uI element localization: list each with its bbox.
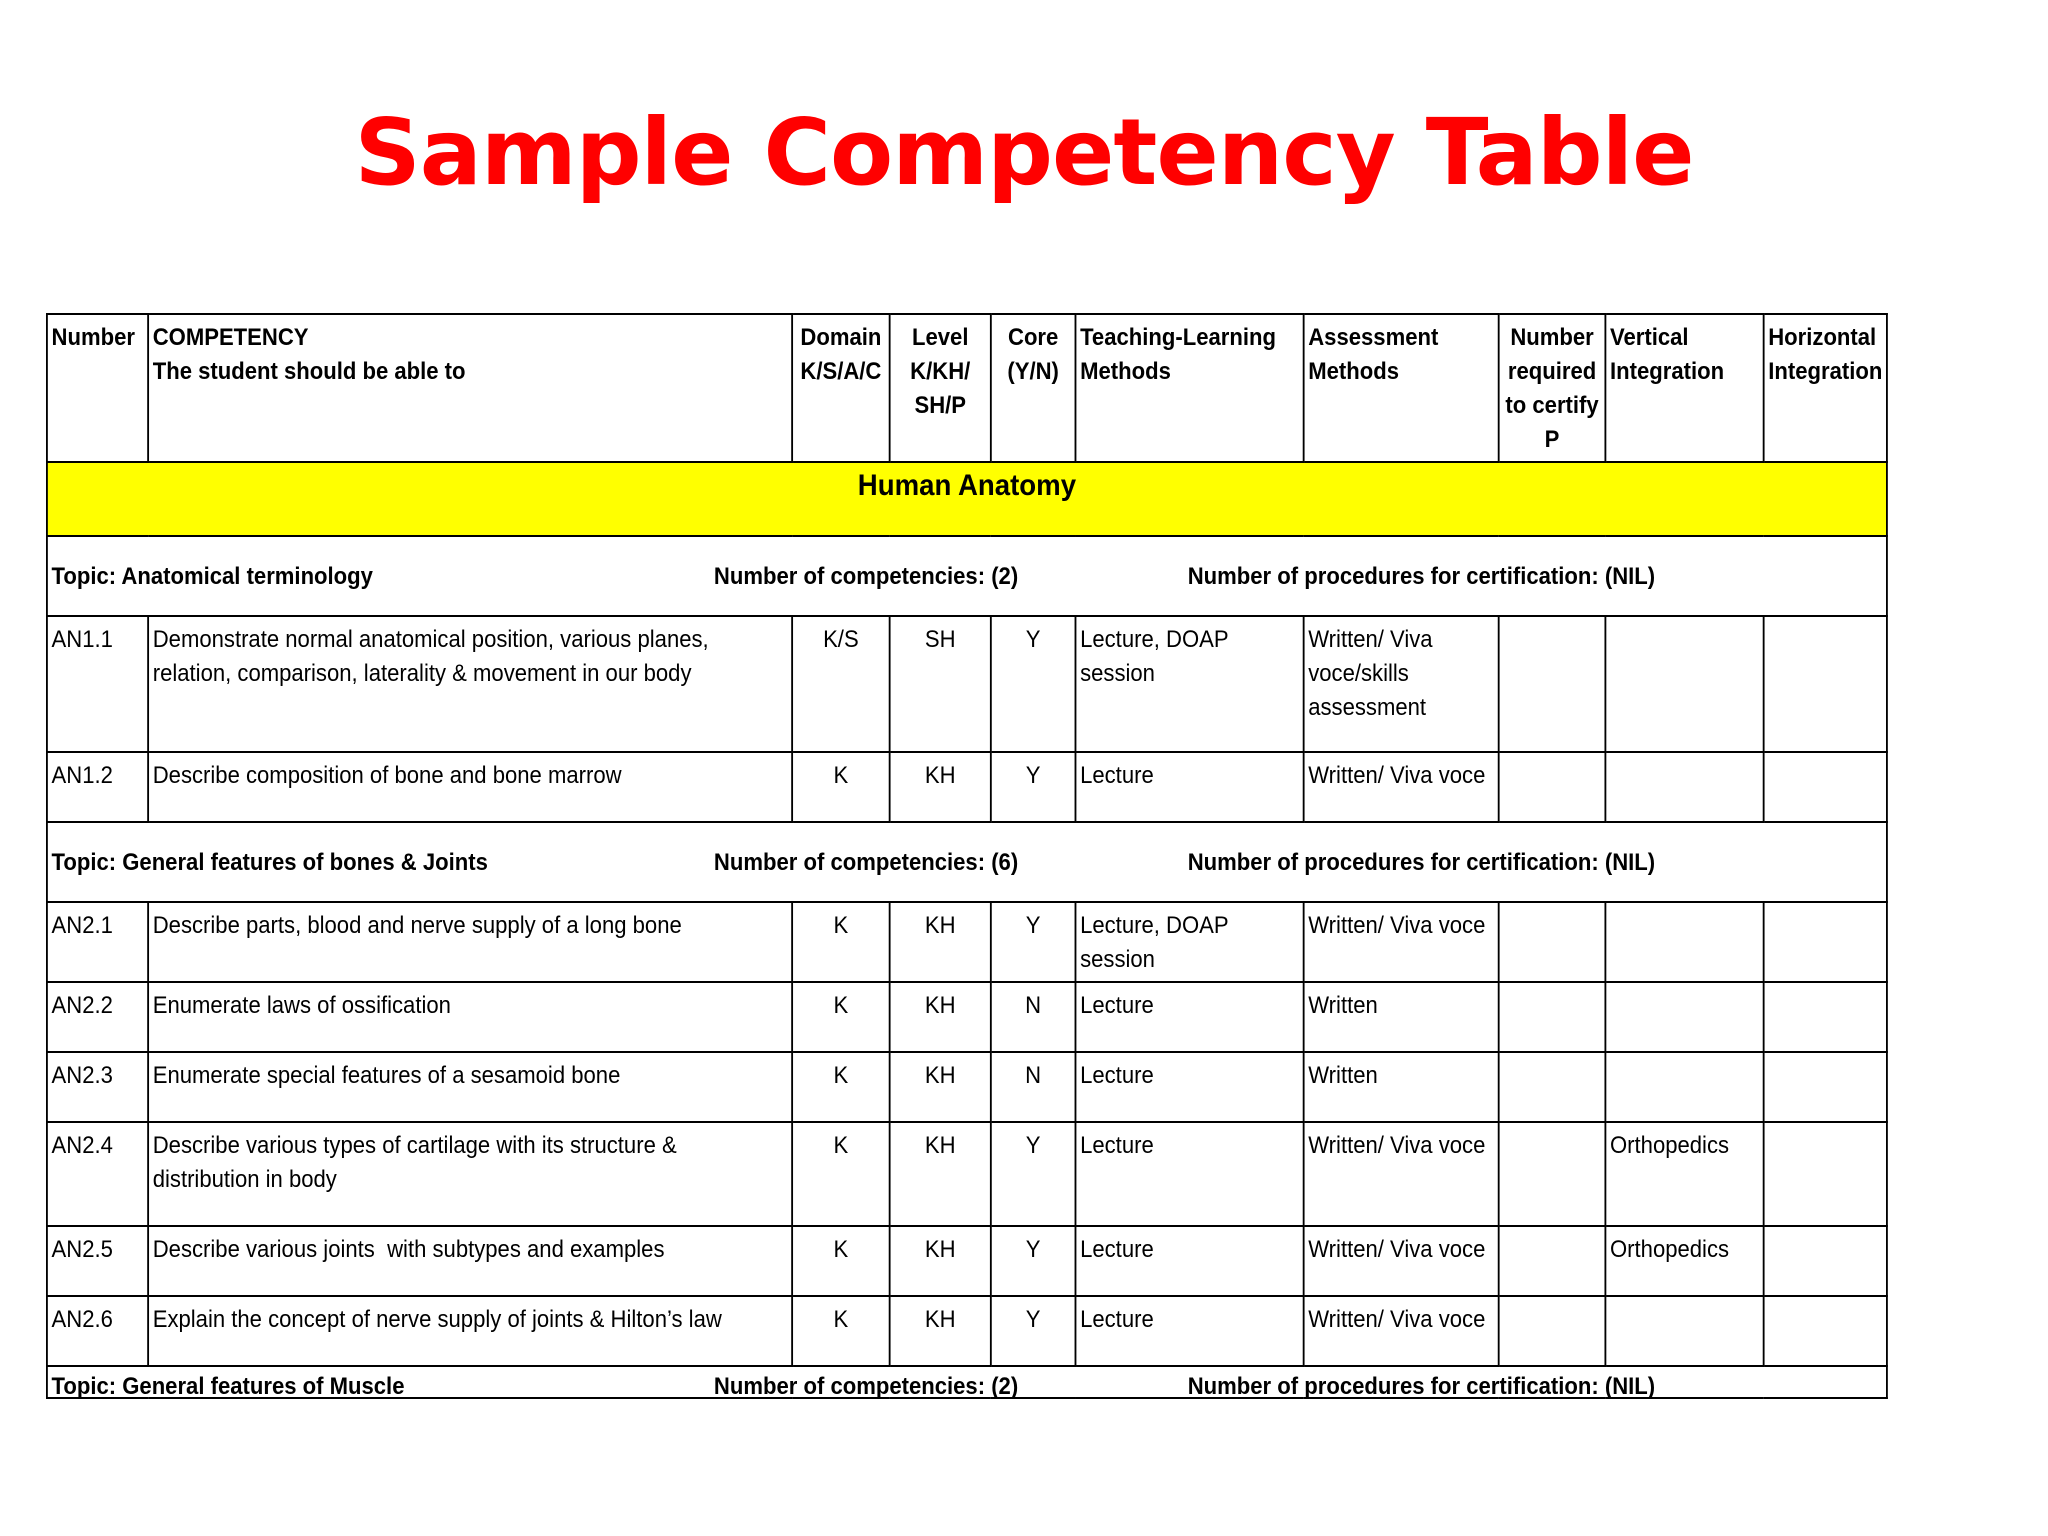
cell-teaching: Lecture, DOAP session xyxy=(1075,616,1303,752)
cell-core: N xyxy=(991,982,1076,1052)
cell-competency: Describe various types of cartilage with its structure & distribution in body xyxy=(148,1122,792,1226)
cell-domain: K/S xyxy=(792,616,890,752)
cell-domain: K xyxy=(792,902,890,982)
cell-horizontal xyxy=(1764,616,1887,752)
cell-core: Y xyxy=(991,616,1076,752)
cell-number: AN1.1 xyxy=(47,616,148,752)
cell-domain: K xyxy=(792,752,890,822)
cell-teaching: Lecture xyxy=(1075,982,1303,1052)
cell-assessment: Written xyxy=(1304,982,1499,1052)
cell-core: Y xyxy=(991,902,1076,982)
cell-competency: Explain the concept of nerve supply of joints & Hilton’s law xyxy=(148,1296,792,1366)
section-title: Human Anatomy xyxy=(47,462,1887,536)
cell-number: AN2.1 xyxy=(47,902,148,982)
cell-teaching: Lecture xyxy=(1075,1052,1303,1122)
header-teaching: Teaching-Learning Methods xyxy=(1075,314,1303,462)
cell-certify xyxy=(1499,752,1606,822)
cell-teaching: Lecture xyxy=(1075,1226,1303,1296)
table-row xyxy=(47,752,1887,822)
cell-horizontal xyxy=(1764,902,1887,982)
topic-name: Topic: Anatomical terminology xyxy=(51,563,373,590)
cell-domain: K xyxy=(792,1226,890,1296)
header-core: Core (Y/N) xyxy=(991,314,1076,462)
topic-procedures: Number of procedures for certification: (NIL) xyxy=(1187,1373,1656,1400)
cell-number: AN2.6 xyxy=(47,1296,148,1366)
header-competency: COMPETENCY The student should be able to xyxy=(148,314,792,462)
section-row xyxy=(47,462,1887,536)
header-assessment: Assessment Methods xyxy=(1304,314,1499,462)
cell-level: KH xyxy=(890,1122,991,1226)
cell-domain: K xyxy=(792,1296,890,1366)
topic-competency-count: Number of competencies: (2) xyxy=(713,563,1019,590)
cell-assessment: Written/ Viva voce/skills assessment xyxy=(1304,616,1499,752)
header-horizontal: Horizontal Integration xyxy=(1764,314,1887,462)
topic-competency-count: Number of competencies: (2) xyxy=(713,1373,1019,1400)
header-level: Level K/KH/ SH/P xyxy=(890,314,991,462)
cell-number: AN2.3 xyxy=(47,1052,148,1122)
cell-vertical: Orthopedics xyxy=(1605,1122,1763,1226)
cell-certify xyxy=(1499,1226,1606,1296)
cell-horizontal xyxy=(1764,1122,1887,1226)
competency-table-container xyxy=(46,313,2026,1400)
cell-level: KH xyxy=(890,1296,991,1366)
header-row xyxy=(47,314,1887,462)
cell-vertical xyxy=(1605,902,1763,982)
cell-level: KH xyxy=(890,1226,991,1296)
cell-teaching: Lecture xyxy=(1075,1122,1303,1226)
cell-number: AN2.4 xyxy=(47,1122,148,1226)
header-vertical: Vertical Integration xyxy=(1605,314,1763,462)
table-row xyxy=(47,1296,1887,1366)
cell-core: Y xyxy=(991,1122,1076,1226)
cell-competency: Enumerate special features of a sesamoid bone xyxy=(148,1052,792,1122)
cell-number: AN1.2 xyxy=(47,752,148,822)
cell-level: SH xyxy=(890,616,991,752)
table-row xyxy=(47,902,1887,982)
topic-procedures: Number of procedures for certification: (NIL) xyxy=(1187,563,1656,590)
cell-competency: Demonstrate normal anatomical position, various planes, relation, comparison, laterality & movement in our body xyxy=(148,616,792,752)
cell-certify xyxy=(1499,1122,1606,1226)
cell-teaching: Lecture xyxy=(1075,752,1303,822)
cell-certify xyxy=(1499,902,1606,982)
cell-competency: Describe composition of bone and bone marrow xyxy=(148,752,792,822)
table-row xyxy=(47,616,1887,752)
topic-name: Topic: General features of bones & Joints xyxy=(51,849,488,876)
cell-domain: K xyxy=(792,1122,890,1226)
cell-vertical xyxy=(1605,1052,1763,1122)
cell-vertical: Orthopedics xyxy=(1605,1226,1763,1296)
cell-assessment: Written/ Viva voce xyxy=(1304,1226,1499,1296)
cell-competency: Describe various joints with subtypes and examples xyxy=(148,1226,792,1296)
table-row xyxy=(47,1122,1887,1226)
topic-row xyxy=(47,536,1887,616)
table-row xyxy=(47,1226,1887,1296)
cell-teaching: Lecture, DOAP session xyxy=(1075,902,1303,982)
topic-row-cut-off xyxy=(47,1366,1887,1398)
cell-competency: Describe parts, blood and nerve supply of a long bone xyxy=(148,902,792,982)
cell-core: Y xyxy=(991,752,1076,822)
topic-row xyxy=(47,822,1887,902)
topic-procedures: Number of procedures for certification: (NIL) xyxy=(1187,849,1656,876)
cell-assessment: Written xyxy=(1304,1052,1499,1122)
cell-certify xyxy=(1499,982,1606,1052)
cell-vertical xyxy=(1605,752,1763,822)
cell-horizontal xyxy=(1764,1052,1887,1122)
cell-horizontal xyxy=(1764,982,1887,1052)
cell-level: KH xyxy=(890,752,991,822)
cell-assessment: Written/ Viva voce xyxy=(1304,1296,1499,1366)
cell-certify xyxy=(1499,1296,1606,1366)
cell-competency: Enumerate laws of ossification xyxy=(148,982,792,1052)
cell-assessment: Written/ Viva voce xyxy=(1304,752,1499,822)
cell-core: Y xyxy=(991,1226,1076,1296)
cell-domain: K xyxy=(792,1052,890,1122)
table-row xyxy=(47,982,1887,1052)
cell-horizontal xyxy=(1764,752,1887,822)
cell-vertical xyxy=(1605,1296,1763,1366)
competency-table xyxy=(46,313,1888,1399)
header-certify: Number required to certify P xyxy=(1499,314,1606,462)
cell-number: AN2.5 xyxy=(47,1226,148,1296)
cell-certify xyxy=(1499,616,1606,752)
cell-certify xyxy=(1499,1052,1606,1122)
cell-level: KH xyxy=(890,1052,991,1122)
cell-vertical xyxy=(1605,616,1763,752)
cell-horizontal xyxy=(1764,1226,1887,1296)
cell-horizontal xyxy=(1764,1296,1887,1366)
cell-assessment: Written/ Viva voce xyxy=(1304,902,1499,982)
cell-level: KH xyxy=(890,902,991,982)
cell-teaching: Lecture xyxy=(1075,1296,1303,1366)
cell-core: Y xyxy=(991,1296,1076,1366)
cell-vertical xyxy=(1605,982,1763,1052)
cell-core: N xyxy=(991,1052,1076,1122)
cell-level: KH xyxy=(890,982,991,1052)
cell-domain: K xyxy=(792,982,890,1052)
cell-number: AN2.2 xyxy=(47,982,148,1052)
slide-title: Sample Competency Table xyxy=(354,99,1694,206)
table-row xyxy=(47,1052,1887,1122)
header-number: Number xyxy=(47,314,148,462)
header-domain: Domain K/S/A/C xyxy=(792,314,890,462)
cell-assessment: Written/ Viva voce xyxy=(1304,1122,1499,1226)
topic-competency-count: Number of competencies: (6) xyxy=(713,849,1019,876)
topic-name: Topic: General features of Muscle xyxy=(51,1373,405,1400)
